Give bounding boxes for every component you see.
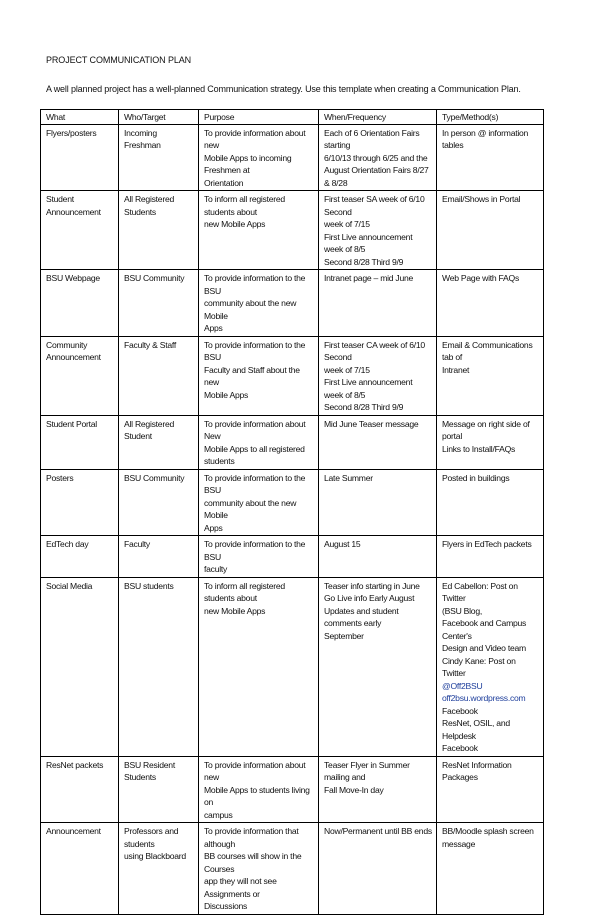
cell-purpose-text: To inform all registered students about new Mobile Apps bbox=[204, 580, 285, 616]
social-line: Facebook bbox=[442, 705, 478, 716]
cell-when bbox=[319, 270, 437, 337]
cell-when-text: Teaser info starting in June Go Live info Early August Updates and student comments early September bbox=[324, 580, 420, 641]
cell-what-text: Flyers/posters bbox=[46, 127, 97, 138]
cell-who bbox=[119, 336, 199, 415]
cell-who bbox=[119, 577, 199, 756]
cell-what-text: Social Media bbox=[46, 580, 93, 591]
cell-who-text: Professors and students using Blackboard bbox=[124, 826, 186, 861]
cell-who bbox=[119, 124, 199, 191]
cell-what bbox=[41, 756, 119, 823]
social-line: Design and Video team bbox=[442, 643, 526, 653]
cell-when bbox=[319, 756, 437, 823]
cell-purpose-text: To provide information about New Mobile Apps to all registered students bbox=[204, 418, 306, 466]
cell-purpose-text: To provide information that although BB courses will show in the Courses app they will not see Assignments or Discussions bbox=[204, 826, 302, 911]
table-header-row bbox=[41, 110, 544, 125]
cell-when-text: August 15 bbox=[324, 539, 361, 549]
cell-what bbox=[41, 336, 119, 415]
cell-when bbox=[319, 823, 437, 915]
cell-purpose-text: To provide information about new Mobile Apps to incoming Freshmen at Orientation bbox=[204, 127, 306, 188]
communication-plan-table bbox=[40, 109, 544, 915]
social-line: (BSU Blog, bbox=[442, 605, 483, 616]
cell-type-text: In person @ information tables bbox=[442, 127, 529, 150]
cell-when-text: Each of 6 Orientation Fairs starting 6/10/13 through 6/25 and the August Orientation Fairs 8/27 & 8/28 bbox=[324, 127, 429, 188]
cell-type-text: Flyers in EdTech packets bbox=[442, 539, 532, 549]
table-row bbox=[41, 336, 544, 415]
cell-who-text: Incoming Freshman bbox=[124, 127, 161, 150]
cell-what bbox=[41, 191, 119, 270]
cell-what-text: ResNet packets bbox=[46, 759, 104, 770]
cell-who bbox=[119, 756, 199, 823]
cell-type bbox=[437, 336, 544, 415]
document-intro: A well planned project has a well-planned Communication strategy. Use this template when creating a Communication Plan. bbox=[46, 84, 521, 94]
cell-type bbox=[437, 270, 544, 337]
cell-type-text: Web Page with FAQs bbox=[442, 273, 520, 283]
twitter-handle-link[interactable]: @Off2BSU bbox=[442, 680, 483, 691]
cell-when bbox=[319, 336, 437, 415]
cell-purpose-text: To provide information to the BSU community about the new Mobile Apps bbox=[204, 273, 306, 333]
cell-purpose bbox=[199, 823, 319, 915]
cell-when bbox=[319, 469, 437, 536]
cell-purpose-text: To provide information to the BSU community about the new Mobile Apps bbox=[204, 472, 306, 533]
cell-who bbox=[119, 191, 199, 270]
header-type-methods: Type/Method(s) bbox=[437, 110, 544, 125]
header-purpose: Purpose bbox=[199, 110, 319, 125]
cell-who-text: Faculty & Staff bbox=[124, 339, 176, 350]
header-who-target: Who/Target bbox=[119, 110, 199, 125]
cell-when-text: First teaser SA week of 6/10 Second week of 7/15 First Live announcement week of 8/5 Second 8/28 Third 9/9 bbox=[324, 194, 425, 267]
cell-purpose bbox=[199, 577, 319, 756]
cell-purpose bbox=[199, 191, 319, 270]
cell-what bbox=[41, 415, 119, 469]
cell-purpose bbox=[199, 270, 319, 337]
cell-when-text: Intranet page – mid June bbox=[324, 273, 414, 283]
cell-when bbox=[319, 124, 437, 191]
cell-who-text: All Registered Student bbox=[124, 418, 174, 441]
cell-when bbox=[319, 536, 437, 578]
cell-what-text: EdTech day bbox=[46, 539, 89, 549]
cell-type-text: Email/Shows in Portal bbox=[442, 194, 521, 204]
cell-what-text: Posters bbox=[46, 472, 74, 483]
cell-what-text: BSU Webpage bbox=[46, 273, 100, 283]
cell-type-text: Posted in buildings bbox=[442, 472, 510, 483]
cell-type-text: Email & Communications tab of Intranet bbox=[442, 339, 533, 375]
cell-purpose-text: To provide information to the BSU Faculty and Staff about the new Mobile Apps bbox=[204, 339, 306, 400]
social-line: Facebook and Campus Center's bbox=[442, 618, 527, 641]
blog-url-link[interactable]: off2bsu.wordpress.com bbox=[442, 693, 526, 703]
cell-when-text: First teaser CA week of 6/10 Second week of 7/15 First Live announcement week of 8/5 Second 8/28 Third 9/9 bbox=[324, 339, 425, 412]
cell-type-text: ResNet Information Packages bbox=[442, 759, 512, 782]
cell-type-text: BB/Moodle splash screen message bbox=[442, 826, 534, 849]
cell-purpose bbox=[199, 336, 319, 415]
cell-purpose-text: To inform all registered students about new Mobile Apps bbox=[204, 194, 285, 229]
cell-who-text: Faculty bbox=[124, 539, 150, 549]
table-row bbox=[41, 469, 544, 536]
cell-purpose-text: To provide information to the BSU faculty bbox=[204, 539, 306, 574]
cell-purpose bbox=[199, 756, 319, 823]
cell-when-text: Late Summer bbox=[324, 472, 373, 483]
social-line: Cindy Kane: Post on Twitter bbox=[442, 655, 516, 678]
table-row bbox=[41, 191, 544, 270]
cell-who bbox=[119, 415, 199, 469]
cell-what bbox=[41, 270, 119, 337]
cell-who bbox=[119, 270, 199, 337]
table-row bbox=[41, 270, 544, 337]
cell-type bbox=[437, 124, 544, 191]
cell-when-text: Now/Permanent until BB ends bbox=[324, 826, 432, 836]
cell-purpose bbox=[199, 536, 319, 578]
social-line: Facebook bbox=[442, 743, 478, 753]
cell-purpose bbox=[199, 124, 319, 191]
cell-type bbox=[437, 577, 544, 756]
cell-who bbox=[119, 469, 199, 536]
table-row bbox=[41, 536, 544, 578]
table-row bbox=[41, 415, 544, 469]
social-line: ResNet, OSIL, and Helpdesk bbox=[442, 718, 510, 741]
table-row bbox=[41, 124, 544, 191]
cell-what-text: Student Portal bbox=[46, 418, 97, 429]
cell-type bbox=[437, 823, 544, 915]
cell-when bbox=[319, 191, 437, 270]
table-row bbox=[41, 823, 544, 915]
cell-who-text: BSU students bbox=[124, 580, 174, 591]
cell-what-text: Student Announcement bbox=[46, 194, 101, 217]
cell-type-text: Message on right side of portal Links to Install/FAQs bbox=[442, 418, 530, 454]
cell-type bbox=[437, 536, 544, 578]
cell-what bbox=[41, 823, 119, 915]
cell-purpose bbox=[199, 469, 319, 536]
header-what: What bbox=[41, 110, 119, 125]
cell-type bbox=[437, 191, 544, 270]
table-row bbox=[41, 756, 544, 823]
cell-what bbox=[41, 577, 119, 756]
cell-when-text: Mid June Teaser message bbox=[324, 418, 419, 429]
document-title: PROJECT COMMUNICATION PLAN bbox=[46, 55, 192, 65]
cell-what bbox=[41, 536, 119, 578]
cell-who-text: BSU Resident Students bbox=[124, 759, 175, 782]
cell-who bbox=[119, 536, 199, 578]
cell-purpose-text: To provide information about new Mobile Apps to students living on campus bbox=[204, 759, 310, 820]
cell-type bbox=[437, 756, 544, 823]
cell-who-text: BSU Community bbox=[124, 273, 185, 283]
cell-purpose bbox=[199, 415, 319, 469]
cell-who-text: BSU Community bbox=[124, 472, 185, 483]
cell-type bbox=[437, 415, 544, 469]
social-line: Ed Cabellon: Post on Twitter bbox=[442, 580, 518, 603]
cell-who-text: All Registered Students bbox=[124, 194, 174, 217]
cell-what bbox=[41, 124, 119, 191]
cell-what bbox=[41, 469, 119, 536]
header-when-frequency: When/Frequency bbox=[319, 110, 437, 125]
table-row bbox=[41, 577, 544, 756]
cell-what-text: Community Announcement bbox=[46, 339, 101, 362]
cell-what-text: Announcement bbox=[46, 826, 101, 836]
cell-when bbox=[319, 577, 437, 756]
cell-when bbox=[319, 415, 437, 469]
cell-who bbox=[119, 823, 199, 915]
cell-type bbox=[437, 469, 544, 536]
cell-when-text: Teaser Flyer in Summer mailing and Fall Move-In day bbox=[324, 759, 410, 795]
